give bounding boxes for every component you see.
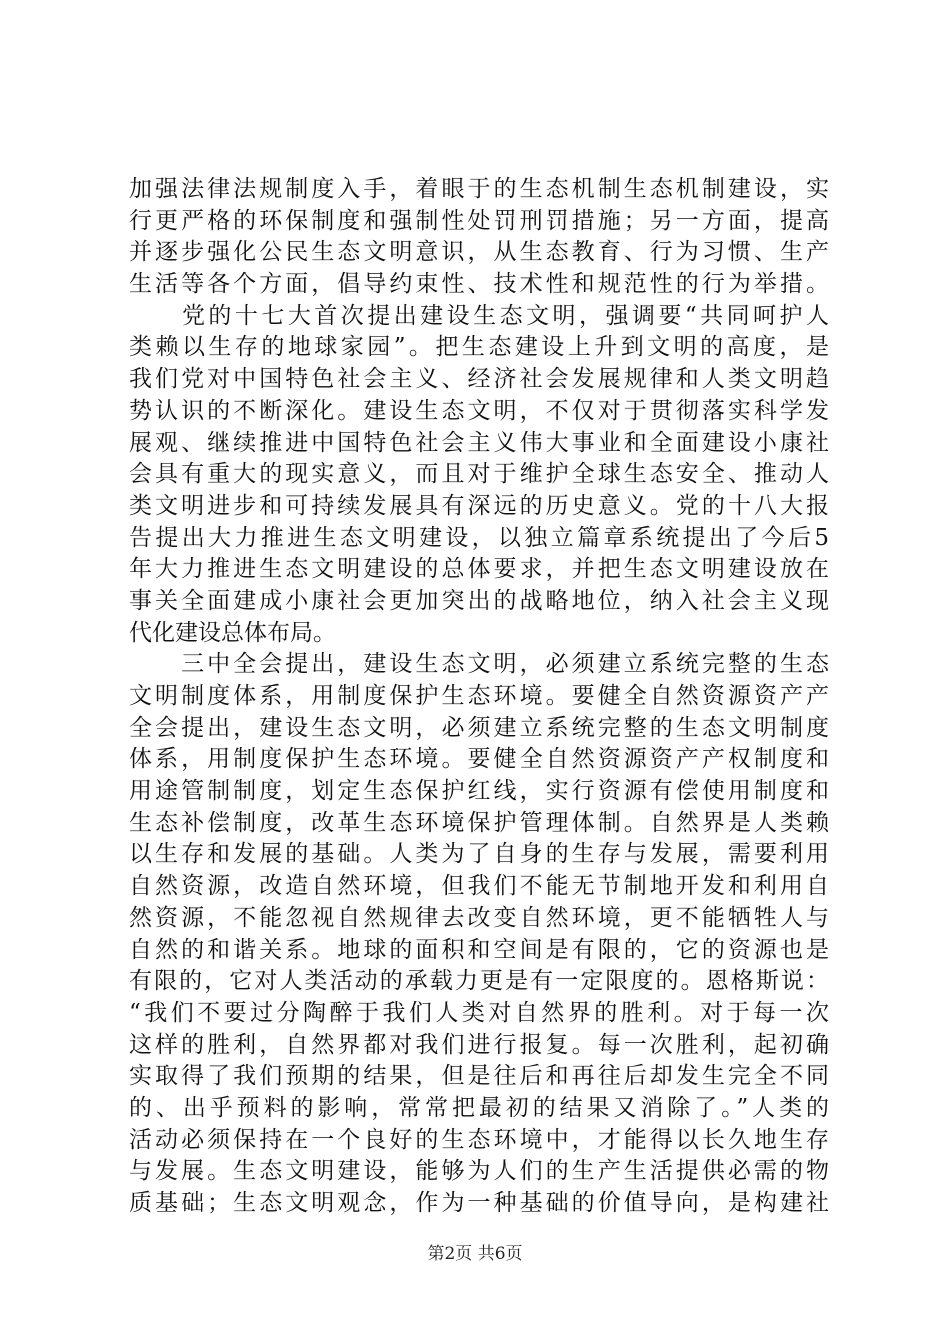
text-line: 势认识的不断深化。建设生态文明，不仅对于贯彻落实科学发 xyxy=(129,397,829,424)
text-line: 这样的胜利，自然界都对我们进行报复。每一次胜利，起初确 xyxy=(129,1031,829,1058)
text-line: 行更严格的环保制度和强制性处罚刑罚措施；另一方面，提高 xyxy=(129,207,829,234)
text-line: 的、出乎预料的影响，常常把最初的结果又消除了。”人类的 xyxy=(129,1094,829,1121)
text-line: 体系，用制度保护生态环境。要健全自然资源资产产权制度和 xyxy=(129,746,829,773)
text-line: 自然的和谐关系。地球的面积和空间是有限的，它的资源也是 xyxy=(129,936,829,963)
text-line: 加强法律法规制度入手，着眼于的生态机制生态机制建设，实 xyxy=(129,176,829,202)
text-line: “我们不要过分陶醉于我们人类对自然界的胜利。对于每一次 xyxy=(129,999,829,1026)
text-line: 有限的，它对人类活动的承载力更是有一定限度的。恩格斯说： xyxy=(129,968,829,995)
text-line: 然资源，不能忽视自然规律去改变自然环境，更不能牺牲人与 xyxy=(129,904,829,931)
text-line: 全会提出，建设生态文明，必须建立系统完整的生态文明制度 xyxy=(129,714,829,741)
text-line: 三中全会提出，建设生态文明，必须建立系统完整的生态 xyxy=(129,651,829,678)
text-line: 事关全面建成小康社会更加突出的战略地位，纳入社会主义现 xyxy=(129,587,829,614)
text-line: 活动必须保持在一个良好的生态环境中，才能得以长久地生存 xyxy=(129,1126,829,1153)
text-line: 以生存和发展的基础。人类为了自身的生存与发展，需要利用 xyxy=(129,841,829,868)
text-line: 告提出大力推进生态文明建设，以独立篇章系统提出了今后5 xyxy=(129,524,829,551)
text-line: 自然资源，改造自然环境，但我们不能无节制地开发和利用自 xyxy=(129,873,829,900)
text-line: 党的十七大首次提出建设生态文明，强调要“共同呵护人 xyxy=(129,302,829,329)
text-line: 代化建设总体布局。 xyxy=(129,619,336,646)
text-line: 用途管制制度，划定生态保护红线，实行资源有偿使用制度和 xyxy=(129,778,829,805)
text-line: 与发展。生态文明建设，能够为人们的生产生活提供必需的物 xyxy=(129,1158,829,1185)
text-line: 会具有重大的现实意义，而且对于维护全球生态安全、推动人 xyxy=(129,461,829,488)
text-line: 并逐步强化公民生态文明意识，从生态教育、行为习惯、生产 xyxy=(129,239,829,266)
text-line: 生态补偿制度，改革生态环境保护管理体制。自然界是人类赖 xyxy=(129,809,829,836)
body-text xyxy=(129,174,829,1220)
text-line: 实取得了我们预期的结果，但是往后和再往后却发生完全不同 xyxy=(129,1063,829,1090)
text-line: 文明制度体系，用制度保护生态环境。要健全自然资源资产产 xyxy=(129,683,829,709)
page-footer: 第2页 共6页 xyxy=(427,1244,523,1264)
text-line: 我们党对中国特色社会主义、经济社会发展规律和人类文明趋 xyxy=(129,366,829,393)
text-line: 年大力推进生态文明建设的总体要求，并把生态文明建设放在 xyxy=(129,556,829,583)
text-line: 质基础；生态文明观念，作为一种基础的价值导向，是构建社 xyxy=(129,1190,829,1216)
text-line: 类文明进步和可持续发展具有深远的历史意义。党的十八大报 xyxy=(129,492,829,519)
text-line: 展观、继续推进中国特色社会主义伟大事业和全面建设小康社 xyxy=(129,429,829,456)
text-line: 类赖以生存的地球家园”。把生态建设上升到文明的高度，是 xyxy=(129,334,829,361)
text-line: 生活等各个方面，倡导约束性、技术性和规范性的行为举措。 xyxy=(129,271,829,298)
